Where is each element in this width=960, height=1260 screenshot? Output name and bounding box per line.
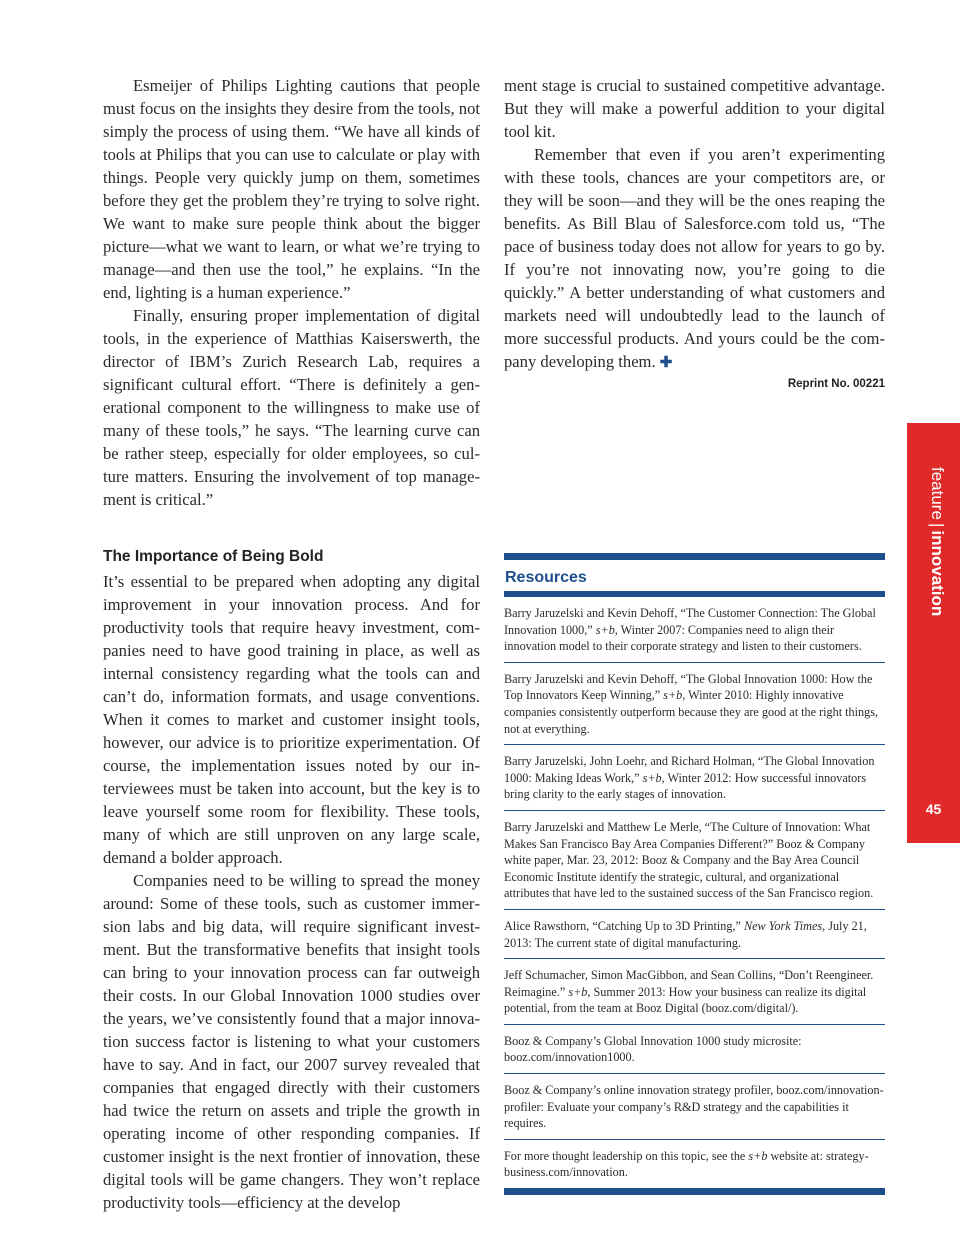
body-paragraph — [504, 143, 885, 374]
reprint-number: Reprint No. 00221 — [787, 378, 885, 390]
end-mark-icon: ✚ — [659, 354, 673, 371]
resource-item — [504, 1025, 885, 1074]
section-label — [921, 467, 947, 647]
resources-list — [504, 597, 885, 1188]
resource-item — [504, 910, 885, 959]
resource-text: , July 21, 2013: The current state of digital manufacturing. — [504, 918, 867, 950]
resource-text: website at: strategy-business.com/innovation. — [504, 1148, 869, 1180]
resource-item — [504, 1140, 885, 1188]
resource-text: Barry Jaruzelski, John Loehr, and Richard Holman, “The Global Innovation 1000: Making Ideas Work,” — [504, 754, 875, 785]
resource-text: Barry Jaruzelski and Kevin Dehoff, “The Global Innovation 1000: How the Top Innovators Keep Winning,” — [504, 671, 873, 703]
resource-publication: s+b — [748, 1148, 768, 1163]
resource-publication: s+b — [663, 688, 683, 703]
resource-item — [504, 811, 885, 910]
section-name: feature — [928, 467, 947, 520]
body-paragraph: Esmeijer of Philips Lighting cautions that people must focus on the insights they desire from the tools, not simply the process of using them. “We have all kinds of tools at Philips that you can use to calculate or play with things. People very quickly jump on them, sometimes before they get the problem they’re trying to solve right. We want to make sure people think about the bigger picture—what we want to learn, or what we’re trying to manage—and then use the tool,” he explains. “In the end, lighting is a human experience.” — [103, 76, 480, 302]
body-paragraph: ment stage is crucial to sustained competitive advantage. But they will make a powerful addition to your digital tool kit. — [504, 76, 885, 141]
page-number: 45 — [925, 801, 942, 817]
resource-item — [504, 1074, 885, 1140]
section-topic: innovation — [928, 530, 947, 617]
resource-text: Barry Jaruzelski and Kevin Dehoff, “The Customer Connection: The Global Innovation 1000,” — [504, 606, 876, 637]
resource-publication: s+b — [642, 770, 662, 785]
resource-text: , Summer 2013: How your business can realize its digital potential, from the team at Booz Digital (booz.com/digital/). — [504, 984, 867, 1016]
resources-top-rule — [504, 553, 885, 560]
resource-item — [504, 745, 885, 811]
left-column — [103, 74, 480, 1214]
body-paragraph: Finally, ensuring proper implementation of digital tools, in the experience of Matthias Kaiserswerth, the director of IBM’s Zurich Research Lab, requires a significant cultural effort. “There is definitely a generational component to the willingness to make use of many of these tools,” he says. “The learning curve can be rather steep, especially for older employees, so culture matters. Ensuring the involvement of top management is critical.” — [103, 306, 480, 509]
resource-text: Alice Rawsthorn, “Catching Up to 3D Printing,” — [504, 918, 744, 933]
resource-text: For more thought leadership on this topic, see the — [504, 1148, 749, 1163]
resource-text: , Winter 2012: How successful innovators bring clarity to the early stages of innovation. — [504, 770, 867, 802]
resource-item — [504, 959, 885, 1025]
resource-publication: New York Times — [744, 918, 823, 933]
resource-publication: s+b — [568, 984, 588, 999]
resource-text: Booz & Company’s Global Innovation 1000 study microsite: booz.com/innovation1000. — [504, 1033, 802, 1065]
resource-publication: s+b — [595, 622, 615, 637]
resource-text: Booz & Company’s online innovation strategy profiler, booz.com/innovation-profiler: Evaluate your company’s R&D strategy and the capabilities it requires. — [504, 1083, 884, 1131]
resource-text: Jeff Schumacher, Simon MacGibbon, and Sean Collins, “Don’t Reengineer. Reimagine.” — [504, 968, 874, 999]
resources-title: Resources — [504, 560, 885, 597]
body-paragraph: It’s essential to be prepared when adopting any digital improvement in your innovation process. And for productivity tools that require heavy investment, companies need to have good training in place, as well as internal consistency regarding what the tools can and can’t do, information formats, and usage conventions. When it comes to market and customer insight tools, however, our advice is to prioritize experimentation. Of course, the implementation issues noted by our interviewees must be taken into account, but the key is to leave yourself some room for flexibility. These tools, many of which are still unproven on any large scale, demand a bolder approach. — [103, 572, 480, 867]
section-heading: The Importance of Being Bold — [103, 548, 324, 565]
resource-text: , Winter 2010: Highly innovative companies consistently outperform because they are good at the right things, not at everything. — [504, 688, 878, 736]
paragraph-text: Remember that even if you aren’t experimenting with these tools, chances are your competitors are, or they will be soon—and they will be the ones reaping the benefits. As Bill Blau of Salesforce.com told us, “The pace of business today does not allow for years to go by. If you’re not innovating now, you’re going to die quickly.” A better understanding of what customers and markets need will undoubtedly lead to the launch of more successful products. And yours could be the company developing them. — [504, 145, 885, 371]
right-column — [504, 74, 885, 374]
resource-item — [504, 597, 885, 663]
resource-text: Barry Jaruzelski and Matthew Le Merle, “The Culture of Innovation: What Makes San Francisco Bay Area Companies Different?” Booz & Company white paper, Mar. 23, 2012: Booz & Company and the Bay Area Council Economic Institute identify the strategic, cultural, and organizational attributes that have led to the sustained success of the San Francisco region. — [504, 819, 874, 901]
resources-bottom-rule — [504, 1188, 885, 1195]
section-side-tab — [907, 423, 960, 843]
body-paragraph: Companies need to be willing to spread the money around: Some of these tools, such as customer immersion labs and big data, will require significant investment. But the transformative benefits that insight tools can bring to your innovation process can far outweigh their costs. In our Global Innovation 1000 studies over the years, we’ve consistently found that a major innovation success factor is listening to what your customers have to say. And in fact, our 2007 survey revealed that companies that engaged directly with their customers had twice the return on assets and triple the growth in operating income of other responding companies. If customer insight is the next frontier of innovation, these digital tools will be game changers. They won’t replace productivity tools—efficiency at the develop — [103, 871, 480, 1212]
section-separator: | — [928, 522, 947, 528]
resource-item — [504, 663, 885, 745]
resource-text: , Winter 2007: Companies need to align their innovation model to their corporate strategy and listen to their customers. — [504, 622, 862, 654]
resources-box — [504, 553, 885, 1195]
